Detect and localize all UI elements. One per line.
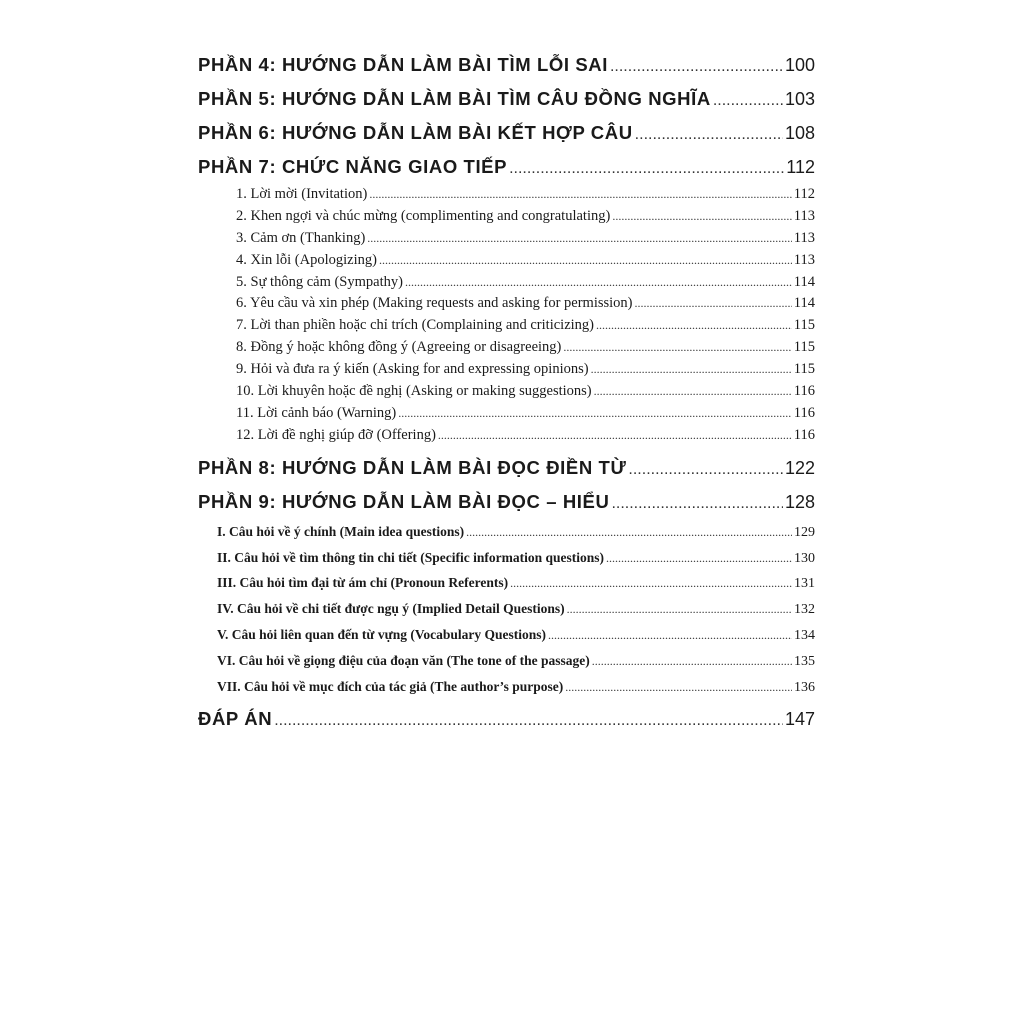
toc-section-part-7[interactable] bbox=[198, 150, 815, 184]
toc-page-number: 147 bbox=[784, 708, 815, 729]
toc-section-title: PHẦN 6: HƯỚNG DẪN LÀM BÀI KẾT HỢP CÂU bbox=[198, 122, 633, 143]
toc-item-title: 10. Lời khuyên hoặc đề nghị (Asking or making suggestions) bbox=[236, 383, 592, 400]
dot-leader bbox=[563, 337, 791, 359]
dot-leader bbox=[510, 571, 792, 597]
toc-section-part-6[interactable] bbox=[198, 116, 815, 150]
toc-page-number: 114 bbox=[793, 295, 815, 312]
toc-item-title: II. Câu hỏi về tìm thông tin chi tiết (Specific information questions) bbox=[217, 549, 605, 565]
toc-item-part7-8[interactable] bbox=[198, 337, 815, 359]
toc-page-number: 116 bbox=[793, 426, 815, 443]
dot-leader bbox=[398, 403, 792, 425]
toc-page-number: 115 bbox=[793, 361, 815, 378]
toc-item-part7-7[interactable] bbox=[198, 315, 815, 337]
toc-item-part9-6[interactable] bbox=[198, 648, 815, 674]
dot-leader bbox=[594, 381, 792, 403]
dot-leader bbox=[635, 118, 783, 152]
toc-page-number: 129 bbox=[794, 524, 815, 540]
toc-page-number: 134 bbox=[794, 628, 815, 644]
toc-page-number: 113 bbox=[793, 251, 815, 268]
toc-page-number: 113 bbox=[793, 229, 815, 246]
toc-item-title: 5. Sự thông cảm (Sympathy) bbox=[236, 273, 403, 290]
dot-leader bbox=[367, 228, 791, 250]
dot-leader bbox=[438, 425, 792, 447]
toc-item-title: III. Câu hỏi tìm đại từ ám chỉ (Pronoun Referents) bbox=[217, 575, 509, 591]
toc-page-number: 116 bbox=[793, 404, 815, 421]
toc-item-title: 8. Đồng ý hoặc không đồng ý (Agreeing or disagreeing) bbox=[236, 339, 562, 356]
toc-item-part7-5[interactable] bbox=[198, 272, 815, 294]
toc-item-title: 7. Lời than phiền hoặc chỉ trích (Complaining and criticizing) bbox=[236, 317, 594, 334]
toc-section-title: PHẦN 8: HƯỚNG DẪN LÀM BÀI ĐỌC ĐIỀN TỪ bbox=[198, 456, 627, 478]
dot-leader bbox=[628, 453, 783, 487]
toc-item-title: 1. Lời mời (Invitation) bbox=[236, 186, 368, 202]
toc-page-number: 112 bbox=[786, 157, 815, 177]
dot-leader bbox=[592, 649, 792, 675]
toc-page-number: 131 bbox=[794, 576, 815, 592]
toc-section-part-9[interactable] bbox=[198, 485, 815, 519]
toc-item-part7-6[interactable] bbox=[198, 293, 815, 315]
dot-leader bbox=[565, 675, 792, 701]
toc-item-part9-4[interactable] bbox=[198, 596, 815, 622]
table-of-contents bbox=[198, 48, 815, 736]
toc-page-number: 116 bbox=[793, 383, 815, 400]
toc-item-part7-12[interactable] bbox=[198, 425, 815, 447]
dot-leader bbox=[567, 597, 792, 623]
toc-item-part7-3[interactable] bbox=[198, 228, 815, 250]
dot-leader bbox=[466, 520, 792, 546]
toc-page-number: 100 bbox=[784, 55, 815, 75]
toc-item-part9-3[interactable] bbox=[198, 570, 815, 596]
dot-leader bbox=[548, 623, 792, 649]
toc-item-title: 12. Lời đề nghị giúp đỡ (Offering) bbox=[236, 426, 436, 443]
toc-item-part9-5[interactable] bbox=[198, 622, 815, 648]
dot-leader bbox=[610, 50, 783, 84]
toc-page-number: 115 bbox=[793, 339, 815, 356]
dot-leader bbox=[596, 315, 792, 337]
toc-section-title: ĐÁP ÁN bbox=[198, 707, 273, 729]
toc-page-number: 112 bbox=[793, 186, 815, 202]
toc-item-part7-11[interactable] bbox=[198, 403, 815, 425]
dot-leader bbox=[635, 293, 792, 315]
dot-leader bbox=[509, 152, 784, 186]
toc-item-part7-10[interactable] bbox=[198, 381, 815, 403]
toc-item-part9-1[interactable] bbox=[198, 519, 815, 545]
toc-page-number: 115 bbox=[793, 317, 815, 334]
toc-section-title: PHẦN 9: HƯỚNG DẪN LÀM BÀI ĐỌC – HIỂU bbox=[198, 490, 610, 512]
toc-item-title: I. Câu hỏi về ý chính (Main idea questions) bbox=[217, 523, 465, 539]
dot-leader bbox=[274, 704, 783, 738]
toc-section-title: PHẦN 4: HƯỚNG DẪN LÀM BÀI TÌM LỖI SAI bbox=[198, 54, 608, 75]
toc-page-number: 130 bbox=[794, 550, 815, 566]
toc-section-part-8[interactable] bbox=[198, 451, 815, 485]
toc-item-title: VII. Câu hỏi về mục đích của tác giả (The author’s purpose) bbox=[217, 679, 564, 695]
dot-leader bbox=[591, 359, 792, 381]
toc-section-title: PHẦN 7: CHỨC NĂNG GIAO TIẾP bbox=[198, 156, 508, 177]
toc-section-part-5[interactable] bbox=[198, 82, 815, 116]
toc-item-title: IV. Câu hỏi về chi tiết được ngụ ý (Implied Detail Questions) bbox=[217, 601, 565, 617]
toc-item-title: VI. Câu hỏi về giọng điệu của đoạn văn (The tone of the passage) bbox=[217, 653, 590, 669]
toc-item-title: V. Câu hỏi liên quan đến từ vựng (Vocabulary Questions) bbox=[217, 627, 547, 643]
dot-leader bbox=[369, 184, 791, 206]
toc-item-part7-9[interactable] bbox=[198, 359, 815, 381]
toc-page-number: 113 bbox=[793, 207, 815, 224]
toc-item-part7-4[interactable] bbox=[198, 250, 815, 272]
dot-leader bbox=[713, 84, 783, 118]
dot-leader bbox=[606, 546, 792, 572]
toc-page-number: 103 bbox=[784, 89, 815, 109]
toc-item-title: 2. Khen ngợi và chúc mừng (complimenting and congratulating) bbox=[236, 207, 611, 224]
toc-page-number: 108 bbox=[784, 123, 815, 143]
toc-item-title: 3. Cảm ơn (Thanking) bbox=[236, 229, 366, 246]
toc-section-answers[interactable] bbox=[198, 702, 815, 736]
toc-item-title: 11. Lời cảnh báo (Warning) bbox=[236, 404, 397, 421]
toc-item-title: 6. Yêu cầu và xin phép (Making requests and asking for permission) bbox=[236, 295, 633, 312]
toc-page-number: 135 bbox=[794, 654, 815, 670]
toc-item-part9-2[interactable] bbox=[198, 545, 815, 571]
toc-item-part9-7[interactable] bbox=[198, 674, 815, 700]
toc-item-part7-1[interactable] bbox=[198, 184, 815, 206]
dot-leader bbox=[611, 487, 783, 521]
toc-section-title: PHẦN 5: HƯỚNG DẪN LÀM BÀI TÌM CÂU ĐỒNG NGHĨA bbox=[198, 88, 711, 109]
toc-item-part7-2[interactable] bbox=[198, 206, 815, 228]
toc-page-number: 122 bbox=[784, 457, 815, 478]
toc-item-title: 9. Hỏi và đưa ra ý kiến (Asking for and expressing opinions) bbox=[236, 361, 589, 378]
dot-leader bbox=[379, 250, 792, 272]
toc-page-number: 136 bbox=[794, 680, 815, 696]
toc-section-part-4[interactable] bbox=[198, 48, 815, 82]
toc-page-number: 114 bbox=[793, 273, 815, 290]
toc-page-number: 128 bbox=[784, 491, 815, 512]
toc-page-number: 132 bbox=[794, 602, 815, 618]
dot-leader bbox=[612, 206, 791, 228]
dot-leader bbox=[405, 272, 792, 294]
toc-item-title: 4. Xin lỗi (Apologizing) bbox=[236, 251, 377, 268]
